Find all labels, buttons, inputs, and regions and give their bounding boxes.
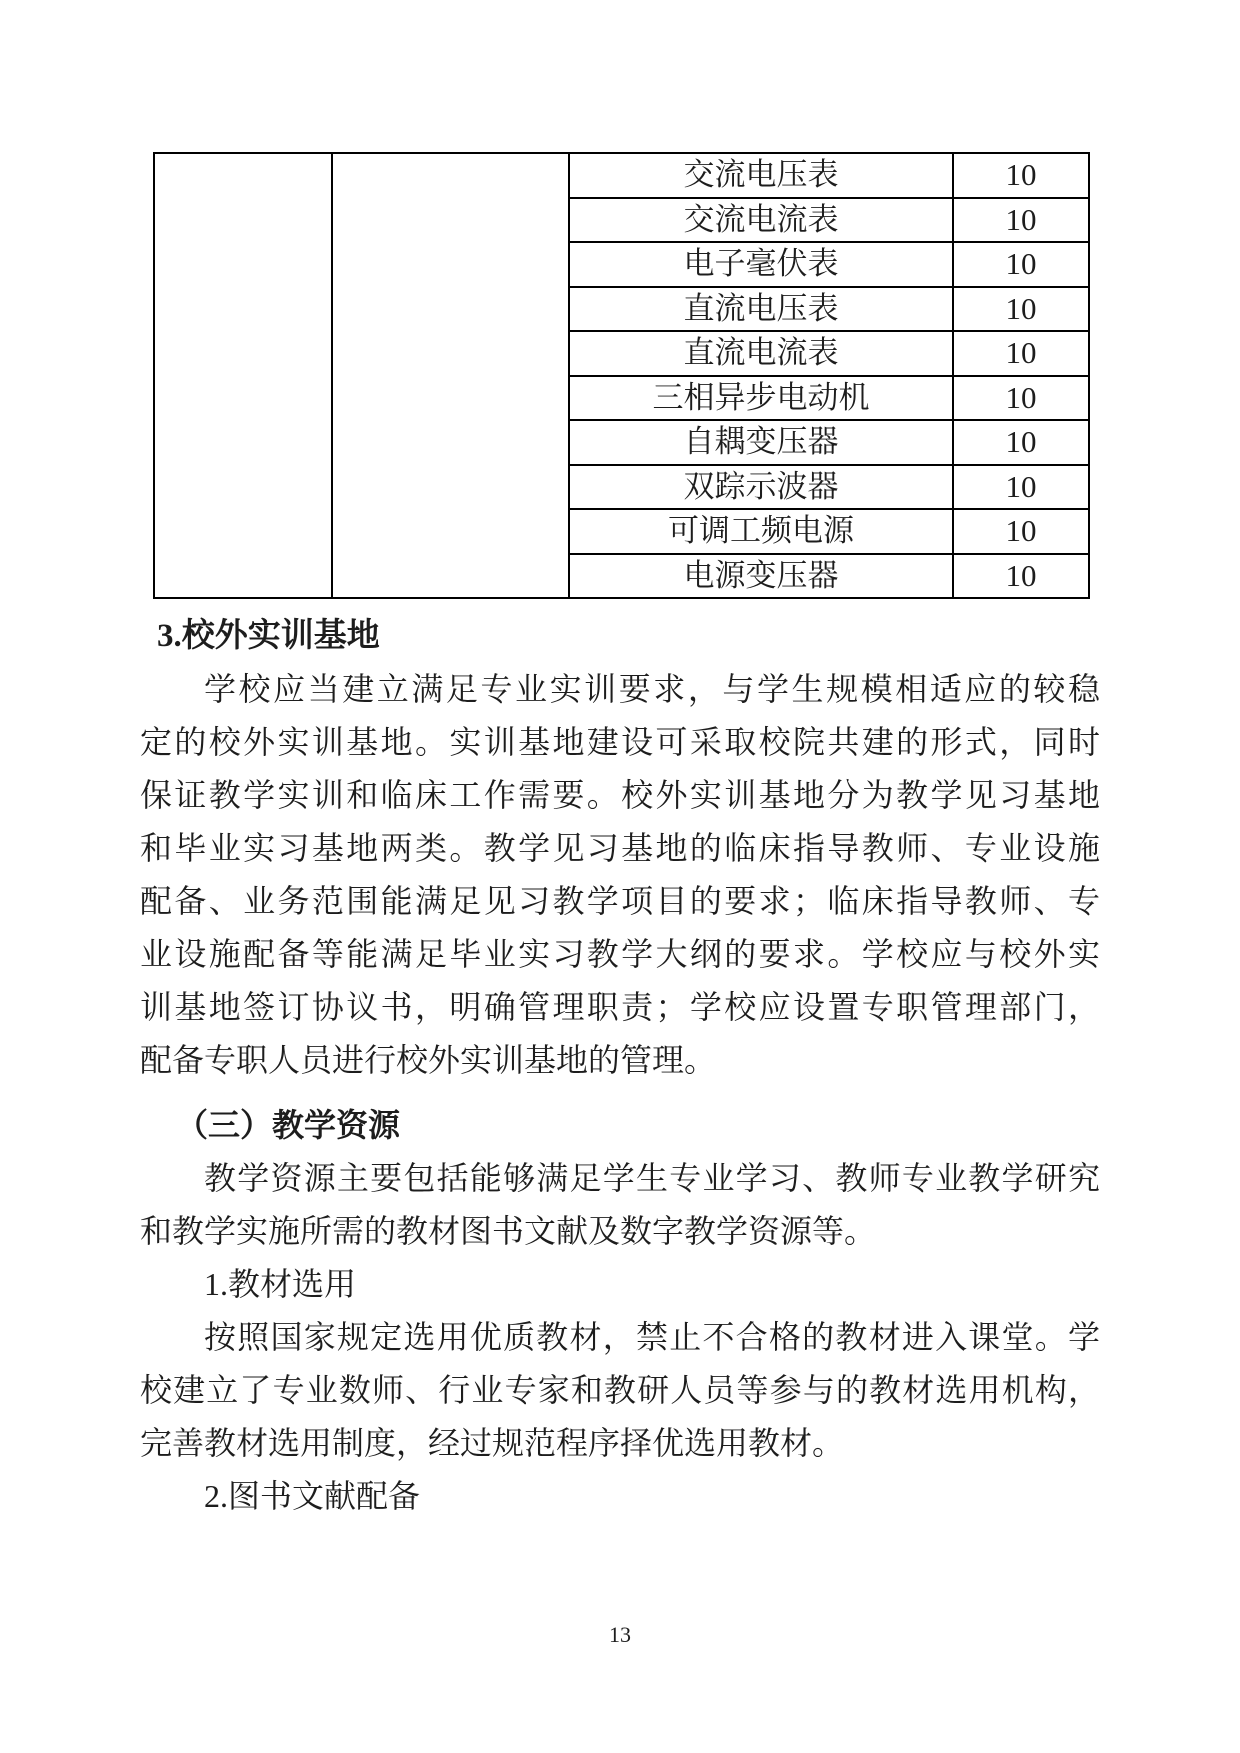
equipment-name-cell: 三相异步电动机 (569, 376, 953, 421)
merged-empty-cell (332, 153, 569, 598)
list-item-heading: 1.教材选用 (204, 1266, 357, 1302)
body-text-line: 校建立了专业数师、行业专家和教研人员等参与的教材选用机构， (140, 1372, 1100, 1408)
body-text-line: 按照国家规定选用优质教材，禁止不合格的教材进入课堂。学 (204, 1319, 1100, 1355)
body-text-line: 完善教材选用制度，经过规范程序择优选用教材。 (140, 1425, 845, 1461)
quantity-cell: 10 (953, 331, 1089, 376)
body-text-line: 配备专职人员进行校外实训基地的管理。 (140, 1042, 717, 1078)
equipment-quantity-table (153, 152, 1090, 599)
body-text-line: 教学资源主要包括能够满足学生专业学习、教师专业教学研究 (204, 1160, 1100, 1196)
quantity-cell: 10 (953, 153, 1089, 198)
body-text-line: 和教学实施所需的教材图书文献及数字教学资源等。 (140, 1213, 877, 1249)
equipment-name-cell: 自耦变压器 (569, 420, 953, 465)
body-text-line: 业设施配备等能满足毕业实习教学大纲的要求。学校应与校外实 (140, 936, 1100, 972)
body-text-line: 学校应当建立满足专业实训要求，与学生规模相适应的较稳 (204, 671, 1100, 707)
equipment-name-cell: 双踪示波器 (569, 465, 953, 510)
quantity-cell: 10 (953, 509, 1089, 554)
equipment-name-cell: 电源变压器 (569, 554, 953, 599)
quantity-cell: 10 (953, 198, 1089, 243)
body-content (140, 610, 1100, 1523)
equipment-name-cell: 直流电压表 (569, 287, 953, 332)
merged-empty-cell (154, 153, 332, 598)
equipment-name-cell: 可调工频电源 (569, 509, 953, 554)
equipment-name-cell: 电子毫伏表 (569, 242, 953, 287)
body-text-line: 配备、业务范围能满足见习教学项目的要求；临床指导教师、专 (140, 883, 1100, 919)
quantity-cell: 10 (953, 376, 1089, 421)
body-text-line: 定的校外实训基地。实训基地建设可采取校院共建的形式，同时 (140, 724, 1100, 760)
page-number: 13 (609, 1622, 631, 1647)
equipment-name-cell: 交流电流表 (569, 198, 953, 243)
body-text-line: 和毕业实习基地两类。教学见习基地的临床指导教师、专业设施 (140, 830, 1100, 866)
quantity-cell: 10 (953, 465, 1089, 510)
equipment-name-cell: 交流电压表 (569, 153, 953, 198)
subsection-heading: （三）教学资源 (176, 1107, 401, 1143)
quantity-cell: 10 (953, 554, 1089, 599)
section-heading: 3.校外实训基地 (157, 618, 380, 654)
table-row (154, 153, 1089, 198)
quantity-cell: 10 (953, 287, 1089, 332)
quantity-cell: 10 (953, 420, 1089, 465)
body-text-line: 保证教学实训和临床工作需要。校外实训基地分为教学见习基地 (140, 777, 1100, 813)
quantity-cell: 10 (953, 242, 1089, 287)
equipment-name-cell: 直流电流表 (569, 331, 953, 376)
list-item-heading: 2.图书文献配备 (204, 1478, 421, 1514)
body-text-line: 训基地签订协议书，明确管理职责；学校应设置专职管理部门， (140, 989, 1100, 1025)
